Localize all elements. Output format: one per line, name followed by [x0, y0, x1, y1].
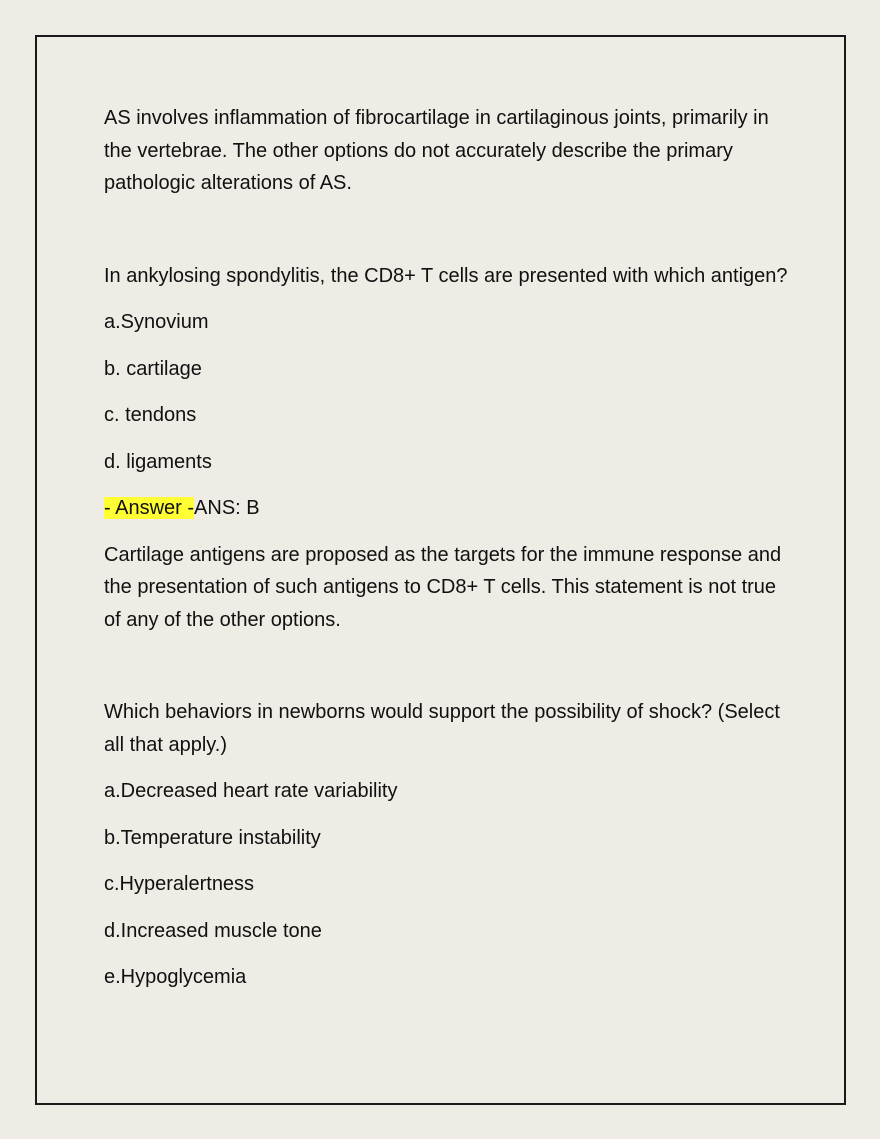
explanation-text-1: AS involves inflammation of fibrocartilage in cartilaginous joints, primarily in the vertebrae. The other options do not accurately describe the primary pathologic alterations of AS.	[104, 107, 769, 194]
question-block-2	[104, 260, 794, 637]
document-content	[104, 102, 794, 994]
explanation-text-2: Cartilage antigens are proposed as the targets for the immune response and the presentation of such antigens to CD8+ T cells. This statement is not true of any of the other options.	[104, 543, 782, 631]
answer-option-a: a.Synovium	[104, 311, 209, 333]
answer-option-c: c.Hyperalertness	[104, 873, 255, 895]
answer-option-e: e.Hypoglycemia	[104, 966, 247, 988]
answer-option-d: d.Increased muscle tone	[104, 919, 322, 942]
section-spacer	[104, 200, 794, 260]
answer-marker-highlight: - Answer -	[104, 497, 195, 519]
answer-line	[104, 492, 794, 525]
question-block-3	[104, 696, 794, 994]
answer-option-a: a.Decreased heart rate variability	[104, 780, 398, 802]
section-spacer	[104, 636, 794, 696]
answer-option-c: c. tendons	[104, 404, 197, 426]
answer-option-b: b.Temperature instability	[104, 826, 321, 849]
answer-key: ANS: B	[194, 497, 260, 519]
answer-option-d: d. ligaments	[104, 450, 212, 473]
question-stem: In ankylosing spondylitis, the CD8+ T cells are presented with which antigen?	[104, 264, 788, 287]
question-stem: Which behaviors in newborns would support the possibility of shock? (Select all that apply.)	[104, 701, 780, 756]
answer-option-b: b. cartilage	[104, 357, 202, 380]
